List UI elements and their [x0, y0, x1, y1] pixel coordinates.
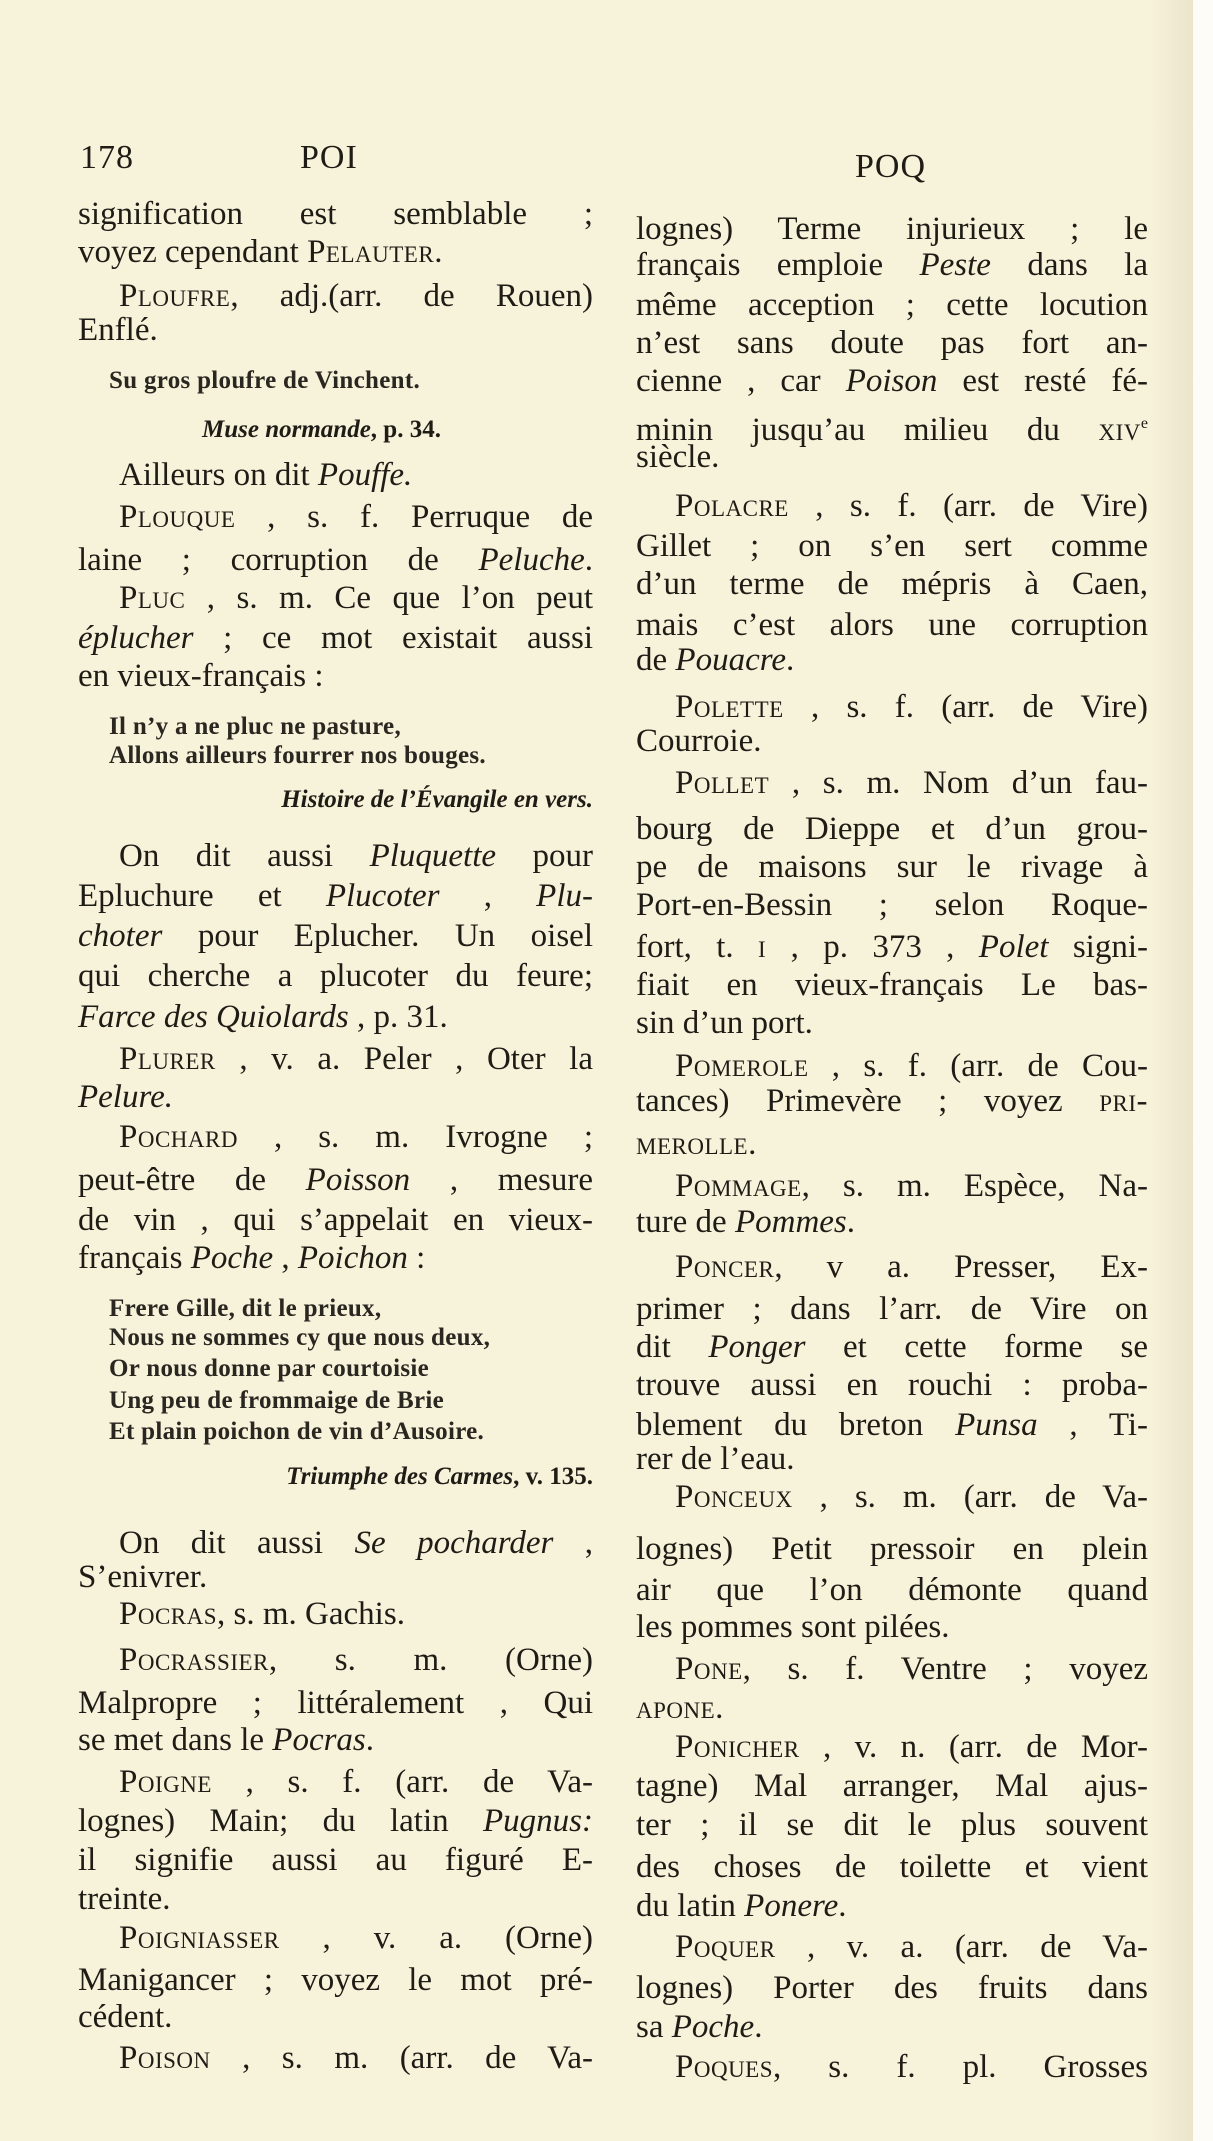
text-line [636, 847, 1148, 887]
text-segment: même acception ; cette locution [636, 287, 1148, 323]
entry-first-line [675, 1166, 1148, 1206]
text-segment: , [553, 1525, 594, 1561]
text-line [78, 916, 593, 956]
text-segment: , s. f. (arr. de Vire) [788, 488, 1148, 524]
text-segment: laine ; corruption de [78, 542, 479, 578]
text-line [78, 956, 593, 996]
italic-term: Pugnus: [483, 1803, 593, 1839]
italic-term: Ponere [744, 1888, 839, 1924]
italic-term: Ponger [708, 1329, 806, 1365]
text-segment: , s. m. Gachis. [217, 1596, 405, 1632]
entry-first-line [675, 1247, 1148, 1287]
text-segment: , s. f. (arr. de Vire) [783, 689, 1148, 725]
italic-term: Triumphe des Carmes [286, 1463, 514, 1490]
text-segment: lognes) Main; du latin [78, 1803, 483, 1839]
entry-first-line [675, 1927, 1148, 1967]
text-segment: rer de l’eau. [636, 1441, 795, 1477]
page-edge [1193, 0, 1213, 2141]
text-line [636, 1124, 1148, 1164]
text-line [636, 526, 1148, 566]
text-segment: de [636, 642, 676, 678]
text-segment: , s. f. Perruque de [235, 499, 593, 535]
headword-smallcaps: i [758, 929, 767, 965]
text-segment: des choses de toilette et vient [636, 1849, 1148, 1885]
text-line [636, 437, 1148, 477]
text-segment: est resté fé- [937, 363, 1148, 399]
text-segment: . [748, 1126, 757, 1162]
text-segment: , s. m. (arr. de Va- [792, 1479, 1148, 1515]
text-segment: trouve aussi en rouchi : proba- [636, 1367, 1148, 1403]
text-segment: de vin , qui s’appelait en vieux- [78, 1202, 593, 1238]
text-line [636, 1886, 1148, 1926]
text-segment: français emploie [636, 247, 920, 283]
text-segment: , v. a. (arr. de Va- [775, 1929, 1148, 1965]
italic-term: Plucoter [325, 878, 440, 914]
text-line [636, 285, 1148, 325]
text-line [78, 1160, 593, 1200]
text-segment: , s. f. (arr. de Va- [211, 1764, 593, 1800]
text-segment: se met dans le [78, 1722, 273, 1758]
text-segment: , s. m. (arr. de Va- [210, 2040, 593, 2076]
text-line [78, 1238, 593, 1278]
text-segment: les pommes sont pilées. [636, 1609, 950, 1645]
text-line [636, 2007, 1148, 2047]
text-line [636, 965, 1148, 1005]
page-edge-shadow [1150, 0, 1193, 2141]
text-segment: , s. f. pl. Grosses [773, 2049, 1148, 2085]
text-line [636, 1607, 1148, 1647]
text-line [636, 1570, 1148, 1610]
headword-smallcaps: Pommage [675, 1168, 802, 1204]
headword-smallcaps: Poison [119, 2040, 211, 2076]
verse-quotation-line [109, 1412, 593, 1452]
text-segment: , s. m. (Orne) [268, 1642, 593, 1678]
headword-smallcaps: merolle [636, 1126, 749, 1162]
headword-smallcaps: Ponicher [675, 1729, 800, 1765]
entry-first-line [675, 1727, 1148, 1767]
entry-first-line [119, 578, 593, 618]
text-segment: et cette forme se [805, 1329, 1148, 1365]
italic-term: éplucher [78, 620, 194, 656]
text-segment: Manigancer ; voyez le mot pré- [78, 1962, 593, 1998]
headword-smallcaps: Ponceux [675, 1479, 793, 1515]
citation-line [78, 1457, 593, 1497]
entry-first-line [119, 1594, 593, 1634]
text-segment: du latin [636, 1888, 745, 1924]
entry-first-line [675, 486, 1148, 526]
headword-smallcaps: Pollet [675, 765, 770, 801]
text-segment: dit [636, 1329, 709, 1365]
text-segment: pe de maisons sur le rivage à [636, 849, 1148, 885]
text-line [636, 564, 1148, 604]
text-segment: Allons ailleurs fourrer nos bouges. [109, 742, 486, 769]
citation-line [78, 780, 593, 820]
italic-term: Polet [978, 929, 1049, 965]
italic-term: Plu- [536, 878, 593, 914]
text-line [78, 997, 593, 1037]
entry-first-line [119, 1039, 593, 1079]
text-line [636, 1439, 1148, 1479]
text-segment: pour [496, 838, 594, 874]
entry-first-line [119, 455, 593, 495]
text-segment: qui cherche a plucoter du feure; [78, 958, 593, 994]
italic-term: Pouffe. [317, 457, 413, 493]
italic-term: Poche [671, 2009, 755, 2045]
italic-term: Pommes [734, 1204, 847, 1240]
text-segment: , mesure [410, 1162, 593, 1198]
text-line [636, 1289, 1148, 1329]
italic-term: Peste [919, 247, 991, 283]
text-segment: , p. 373 , [766, 929, 979, 965]
text-segment: treinte. [78, 1881, 171, 1917]
text-segment: Port-en-Bessin ; selon Roque- [636, 887, 1148, 923]
headword-smallcaps: Pocrassier [119, 1642, 269, 1678]
headword-smallcaps: xiv [1098, 412, 1141, 448]
text-segment: , v. n. (arr. de Mor- [799, 1729, 1148, 1765]
entry-first-line [119, 2038, 593, 2078]
superscript: e [1140, 415, 1148, 432]
headword-smallcaps: Poigne [119, 1764, 212, 1800]
text-line [636, 1365, 1148, 1405]
entry-first-line [119, 1117, 593, 1157]
text-segment: Il n’y a ne pluc ne pasture, [109, 713, 402, 740]
text-line [636, 1327, 1148, 1367]
text-line [636, 721, 1148, 761]
text-segment: ; ce mot existait aussi [193, 620, 593, 656]
text-segment: n’est sans doute pas fort an- [636, 325, 1148, 361]
text-line [78, 1557, 593, 1597]
entry-first-line [675, 763, 1148, 803]
text-line [636, 361, 1148, 401]
italic-term: Histoire de l’Évangile en vers. [281, 786, 593, 813]
text-segment: ter ; il se dit le plus souvent [636, 1807, 1148, 1843]
entry-first-line [675, 2047, 1148, 2087]
text-line [636, 809, 1148, 849]
text-segment: S’enivrer. [78, 1559, 208, 1595]
headword-smallcaps: Poncer [675, 1249, 775, 1285]
text-segment: , s. m. Nom d’un fau- [769, 765, 1148, 801]
text-line [636, 885, 1148, 925]
text-segment: Enflé. [78, 312, 158, 348]
headword-smallcaps: Poigniasser [119, 1920, 280, 1956]
text-segment: signi- [1048, 929, 1148, 965]
text-segment: lognes) Terme injurieux ; le [636, 211, 1148, 247]
text-line [636, 323, 1148, 363]
text-segment: lognes) Petit pressoir en plein [636, 1531, 1148, 1567]
text-segment: , adj.(arr. de Rouen) [230, 278, 593, 314]
text-line [78, 310, 593, 350]
text-segment: Courroie. [636, 723, 762, 759]
text-line [636, 1805, 1148, 1845]
text-segment: bourg de Dieppe et d’un grou- [636, 811, 1148, 847]
text-line [636, 1968, 1148, 2008]
text-line [78, 1720, 593, 1760]
text-segment: , [273, 1240, 298, 1276]
text-segment: Nous ne sommes cy que nous deux, [109, 1324, 491, 1351]
text-segment: On dit aussi [119, 1525, 355, 1561]
text-line [636, 640, 1148, 680]
headword-smallcaps: Plouque [119, 499, 236, 535]
text-line [78, 656, 593, 696]
text-line [636, 1847, 1148, 1887]
text-segment: . [584, 542, 593, 578]
text-line [636, 1688, 1148, 1728]
headword-smallcaps: Pomerole [675, 1048, 809, 1084]
entry-first-line [119, 1918, 593, 1958]
headword-smallcaps: Plurer [119, 1041, 216, 1077]
headword-smallcaps: Polacre [675, 488, 789, 524]
text-segment: il signifie aussi au figuré E- [78, 1842, 593, 1878]
text-segment: voyez cependant [78, 234, 308, 270]
text-segment: en vieux-français : [78, 658, 324, 694]
text-segment: : [407, 1240, 426, 1276]
verse-quotation-line [109, 736, 593, 776]
text-segment: , p. 34. [370, 416, 441, 443]
text-line [78, 1077, 593, 1117]
italic-term: Pluquette [369, 838, 497, 874]
text-segment: sin d’un port. [636, 1005, 813, 1041]
text-line [78, 540, 593, 580]
headword-smallcaps: Pluc [119, 580, 186, 616]
italic-term: Poche [190, 1240, 274, 1276]
text-segment: Or nous donne par courtoisie [109, 1355, 430, 1382]
headword-smallcaps: apone [636, 1690, 716, 1726]
text-segment: Su gros ploufre de Vinchent. [109, 367, 420, 394]
text-line [78, 194, 593, 234]
text-segment: , [439, 878, 537, 914]
text-segment: , s. m. Ce que l’on peut [185, 580, 593, 616]
text-line [636, 927, 1148, 967]
italic-term: choter [78, 918, 163, 954]
text-segment: d’un terme de mépris à Caen, [636, 566, 1148, 602]
text-segment: . [785, 642, 795, 678]
text-segment: fort, t. [636, 929, 759, 965]
text-segment: . [715, 1690, 724, 1726]
text-segment: peut-être de [78, 1162, 306, 1198]
text-segment: , v. 135. [513, 1463, 593, 1490]
text-segment: air que l’on démonte quand [636, 1572, 1148, 1608]
headword-smallcaps: Poques [675, 2049, 774, 2085]
text-line [78, 232, 593, 272]
text-segment: Malpropre ; littéralement , Qui [78, 1685, 593, 1721]
entry-first-line [119, 836, 593, 876]
headword-smallcaps: Ploufre [119, 278, 231, 314]
text-segment: Ung peu de frommaige de Brie [109, 1387, 444, 1414]
verse-quotation-line [109, 361, 593, 401]
text-segment: ture de [636, 1204, 735, 1240]
text-segment: , p. 31. [348, 999, 448, 1035]
text-segment: . [434, 234, 443, 270]
text-segment: pour Eplucher. Un oisel [162, 918, 593, 954]
text-segment: , Ti- [1037, 1407, 1149, 1443]
italic-term: Farce des Quiolards [78, 999, 349, 1035]
italic-term: Poison [845, 363, 938, 399]
italic-term: Muse normande [202, 416, 371, 443]
entry-first-line [119, 1640, 593, 1680]
text-segment: Et plain poichon de vin d’Ausoire. [109, 1418, 485, 1445]
text-segment: minin jusqu’au milieu du [636, 412, 1099, 448]
text-segment: Gillet ; on s’en sert comme [636, 528, 1148, 564]
text-line [636, 1081, 1148, 1121]
italic-term: Se pocharder [354, 1525, 554, 1561]
text-line [78, 1840, 593, 1880]
text-segment: , s. m. Ivrogne ; [237, 1119, 593, 1155]
entry-first-line [675, 1046, 1148, 1086]
text-segment: Epluchure et [78, 878, 326, 914]
text-segment: dans la [990, 247, 1148, 283]
left-running-header: POI [300, 139, 358, 176]
italic-term: Peluche [478, 542, 585, 578]
text-line [636, 1202, 1148, 1242]
text-segment: . [846, 1204, 856, 1240]
text-segment: , s. f. Ventre ; voyez [742, 1651, 1148, 1687]
text-segment: français [78, 1240, 191, 1276]
entry-first-line [675, 1649, 1148, 1689]
text-segment: , v a. Presser, Ex- [774, 1249, 1148, 1285]
text-line [78, 876, 593, 916]
text-segment: . [838, 1888, 847, 1924]
text-segment: , v. a. (Orne) [279, 1920, 593, 1956]
text-segment: , s. f. (arr. de Cou- [808, 1048, 1148, 1084]
text-line [636, 1003, 1148, 1043]
headword-smallcaps: pri- [1099, 1083, 1148, 1119]
headword-smallcaps: Poquer [675, 1929, 776, 1965]
text-segment: signification est semblable ; [78, 196, 593, 232]
text-line [636, 1766, 1148, 1806]
italic-term: Pocras [272, 1722, 366, 1758]
entry-first-line [675, 1477, 1148, 1517]
italic-term: Punsa [955, 1407, 1038, 1443]
text-segment: . [754, 2009, 763, 2045]
italic-term: Pouacre [675, 642, 786, 678]
text-segment: sa [636, 2009, 672, 2045]
text-segment: siècle. [636, 439, 720, 475]
text-segment: cédent. [78, 1999, 173, 2035]
text-line [78, 1960, 593, 2000]
text-segment: On dit aussi [119, 838, 370, 874]
headword-smallcaps: Pochard [119, 1119, 238, 1155]
headword-smallcaps: Pelauter [307, 234, 435, 270]
headword-smallcaps: Polette [675, 689, 784, 725]
text-segment: tagne) Mal arranger, Mal ajus- [636, 1768, 1148, 1804]
text-segment: primer ; dans l’arr. de Vire on [636, 1291, 1148, 1327]
text-line [78, 1801, 593, 1841]
text-line [78, 1879, 593, 1919]
headword-smallcaps: Pocras [119, 1596, 218, 1632]
entry-first-line [119, 1762, 593, 1802]
text-segment: tances) Primevère ; voyez [636, 1083, 1100, 1119]
text-line [636, 245, 1148, 285]
text-line [78, 1683, 593, 1723]
text-line [636, 1529, 1148, 1569]
right-running-header: POQ [855, 148, 927, 185]
text-segment: lognes) Porter des fruits dans [636, 1970, 1148, 2006]
text-segment: Ailleurs on dit [119, 457, 318, 493]
italic-term: Poisson [305, 1162, 411, 1198]
italic-term: Pelure. [78, 1079, 173, 1115]
text-line [78, 618, 593, 658]
text-segment: , s. m. Espèce, Na- [801, 1168, 1148, 1204]
headword-smallcaps: Pone [675, 1651, 743, 1687]
italic-term: Poichon [297, 1240, 408, 1276]
citation-line [202, 410, 593, 450]
entry-first-line [119, 497, 593, 537]
page-number: 178 [80, 139, 134, 176]
text-line [636, 209, 1148, 249]
text-segment: cienne , car [636, 363, 846, 399]
text-segment: Frere Gille, dit le prieux, [109, 1295, 382, 1322]
text-line [636, 605, 1148, 645]
text-line [78, 1200, 593, 1240]
text-segment: . [365, 1722, 375, 1758]
text-segment: mais c’est alors une corruption [636, 607, 1148, 643]
text-segment: fiait en vieux-français Le bas- [636, 967, 1148, 1003]
text-segment: , v. a. Peler , Oter la [215, 1041, 593, 1077]
text-segment: blement du breton [636, 1407, 956, 1443]
text-line [78, 1997, 593, 2037]
